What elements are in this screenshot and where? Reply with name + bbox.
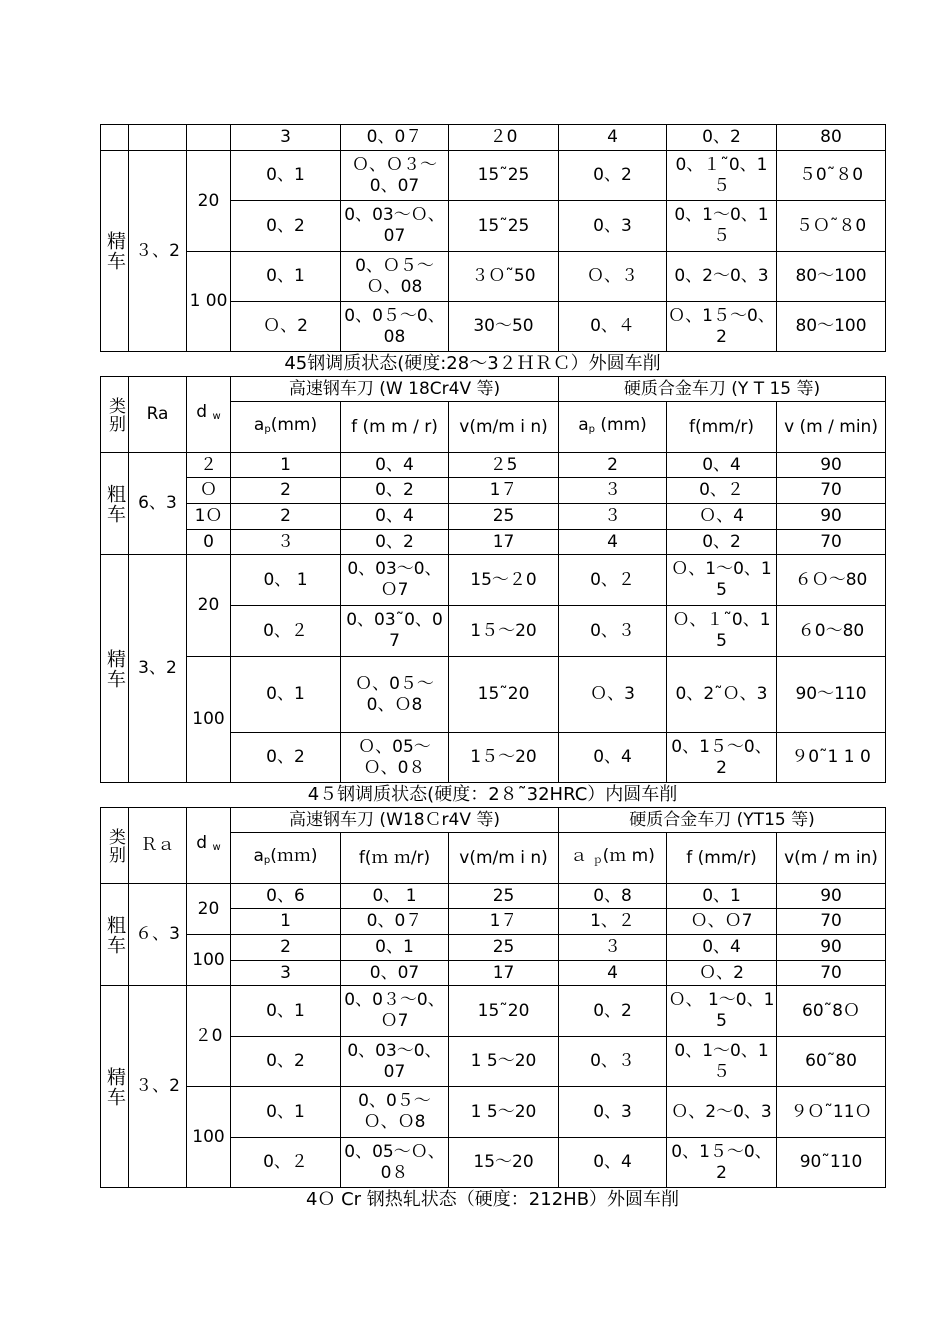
cell: 15˜20 — [449, 986, 559, 1037]
header-ap: $a_p(mm)$ — [231, 833, 341, 884]
cell: Ｏ、3 — [559, 657, 667, 733]
cell: 80 — [777, 125, 886, 151]
cell: 0、4 — [559, 733, 667, 783]
document-sheet — [100, 124, 885, 1212]
cell: 80～100 — [777, 252, 886, 302]
cell: 0、03～0、07 — [341, 1037, 449, 1087]
table-row — [101, 1087, 886, 1138]
cell: 3 — [231, 125, 341, 151]
cell: 0、2 — [341, 530, 449, 555]
cell: 4 — [559, 961, 667, 986]
cell: 1 5～20 — [449, 1087, 559, 1138]
cell: ５Ｏ˜８0 — [777, 201, 886, 252]
cell: ３ — [559, 478, 667, 504]
cell: 0、07 — [341, 961, 449, 986]
cell: ３ — [231, 530, 341, 555]
table-row — [101, 151, 886, 201]
table-row — [101, 504, 886, 530]
header-carbide-tool: 硬质合金车刀 (Y T 15 等) — [559, 377, 886, 402]
cell: 0、２ — [231, 606, 341, 657]
dw-value: 0 — [187, 530, 231, 555]
cell: 90～110 — [777, 657, 886, 733]
cell: 0、1 — [341, 935, 449, 961]
table-row — [101, 530, 886, 555]
cell: 0、2 — [559, 151, 667, 201]
category-fine: 精车 — [101, 986, 129, 1188]
cell: 70 — [777, 530, 886, 555]
cell: 4 — [559, 125, 667, 151]
cell: Ｏ、１˜0、15 — [667, 606, 777, 657]
cell: ９Ｏ˜11Ｏ — [777, 1087, 886, 1138]
cell: 0、2 — [341, 478, 449, 504]
cell: 1７ — [449, 909, 559, 935]
dw-value: ２ — [187, 453, 231, 478]
cell: 0、4 — [667, 935, 777, 961]
dw-value: ２0 — [187, 986, 231, 1087]
header-carbide-tool: 硬质合金车刀 (YT15 等) — [559, 808, 886, 833]
cell: 0、05～Ｏ、0８ — [341, 1138, 449, 1188]
cell: 4 — [559, 530, 667, 555]
cell: 70 — [777, 961, 886, 986]
table-45-steel-inner — [100, 807, 886, 1188]
cell: 15˜25 — [449, 151, 559, 201]
cell: 15˜25 — [449, 201, 559, 252]
table-row — [101, 252, 886, 302]
cell: 0、1 — [231, 986, 341, 1037]
cell: ３ — [559, 504, 667, 530]
cell: 60˜8Ｏ — [777, 986, 886, 1037]
dw-value: 1 00 — [187, 252, 231, 352]
header-ap: $a_p(mm)$ — [231, 402, 341, 453]
cell: Ｏ、Ｏ7 — [667, 909, 777, 935]
cell: 0、２ — [559, 555, 667, 606]
cell: Ｏ、2 — [231, 302, 341, 352]
cell: 0、4 — [341, 453, 449, 478]
header-v: v(m / m in) — [777, 833, 886, 884]
cell: 0、Ｏ５～Ｏ、08 — [341, 252, 449, 302]
cell: Ｏ、1～0、15 — [667, 555, 777, 606]
cell: Ｏ、1５～0、2 — [667, 302, 777, 352]
cell: 1５～20 — [449, 733, 559, 783]
header-ap: $a_p$ (mm) — [559, 402, 667, 453]
cell: 0、3 — [559, 1087, 667, 1138]
cell: Ｏ、Ｏ３～0、07 — [341, 151, 449, 201]
cell: 0、４ — [559, 302, 667, 352]
cell: 70 — [777, 909, 886, 935]
cell: 1 — [231, 453, 341, 478]
table-45-steel-outer — [100, 376, 886, 783]
ra-value: 6、3 — [129, 453, 187, 555]
table-row — [101, 884, 886, 909]
ra-value: ６、3 — [129, 884, 187, 986]
header-dw: d $_w$ — [187, 808, 231, 884]
table-caption: 45钢调质状态(硬度:28～3２ＨＲＣ）外圆车削 — [284, 353, 661, 374]
cell: 0、3 — [559, 201, 667, 252]
cell: 30～50 — [449, 302, 559, 352]
cell: 0、2 — [231, 733, 341, 783]
cell: Ｏ、4 — [667, 504, 777, 530]
cell: 0、２ — [667, 478, 777, 504]
cell: ５0˜８0 — [777, 151, 886, 201]
cell: 0、2 — [667, 530, 777, 555]
header-hss-tool: 高速钢车刀 (W 18Cr4V 等) — [231, 377, 559, 402]
cell: 0、03˜0、07 — [341, 606, 449, 657]
cell: 15˜20 — [449, 657, 559, 733]
cell: 1７ — [449, 478, 559, 504]
cell: 0、2 — [231, 201, 341, 252]
cell: 0、1 — [231, 252, 341, 302]
table-row — [101, 555, 886, 606]
table-row — [101, 125, 886, 151]
cell: 0、1 — [231, 151, 341, 201]
cell: ６Ｏ～80 — [777, 555, 886, 606]
cell: 1、２ — [559, 909, 667, 935]
cell: 90 — [777, 884, 886, 909]
table-caption: 4Ｏ Cr 钢热轧状态（硬度：212HB）外圆车削 — [305, 1189, 680, 1210]
cell: 15～20 — [449, 1138, 559, 1188]
header-f: f(ｍ ｍ/r) — [341, 833, 449, 884]
header-v: v (m / min) — [777, 402, 886, 453]
cell: 0、2 — [231, 1037, 341, 1087]
cell: 0、1５～0、2 — [667, 1138, 777, 1188]
cell: 0、1 — [667, 884, 777, 909]
cell: ２5 — [449, 453, 559, 478]
cell: 0、1～0、1５ — [667, 1037, 777, 1087]
category-fine: 精车 — [101, 151, 129, 352]
category-fine: 精车 — [101, 555, 129, 783]
cell: 0、4 — [341, 504, 449, 530]
cell: Ｏ、３ — [559, 252, 667, 302]
table-row — [101, 935, 886, 961]
header-f: f(mm/r) — [667, 402, 777, 453]
cell: 90 — [777, 453, 886, 478]
cell: 2 — [231, 504, 341, 530]
cell: 0、1 — [231, 1087, 341, 1138]
ra-value: ３、2 — [129, 151, 187, 352]
cell: 0、３ — [559, 1037, 667, 1087]
cell: 90˜110 — [777, 1138, 886, 1188]
cell: 90 — [777, 935, 886, 961]
cell: 2 — [559, 453, 667, 478]
table-row — [101, 453, 886, 478]
cell: 0、 1 — [341, 884, 449, 909]
cell: 0、３ — [559, 606, 667, 657]
ra-value: 3、2 — [129, 555, 187, 783]
ra-value: ３、2 — [129, 986, 187, 1188]
table-header-row — [101, 808, 886, 833]
cell: 0、 1 — [231, 555, 341, 606]
cell: Ｏ、2～0、3 — [667, 1087, 777, 1138]
header-type: 类别 — [101, 808, 129, 884]
cell: 0、2 — [667, 125, 777, 151]
cell: 90 — [777, 504, 886, 530]
header-v: v(m/m i n) — [449, 402, 559, 453]
cell: 25 — [449, 884, 559, 909]
cell: 1５～20 — [449, 606, 559, 657]
table-caption: 4５钢调质状态(硬度：2８˜32HRC）内圆车削 — [307, 784, 678, 805]
cell: 0、2 — [559, 986, 667, 1037]
cell: 25 — [449, 504, 559, 530]
cell: 17 — [449, 961, 559, 986]
cell: 0、0３～0、Ｏ7 — [341, 986, 449, 1037]
cell: 0、2～0、3 — [667, 252, 777, 302]
header-dw: d $_w$ — [187, 377, 231, 453]
header-ap: ａ $_p$(ｍ m) — [559, 833, 667, 884]
cell: 25 — [449, 935, 559, 961]
cell: 17 — [449, 530, 559, 555]
cell: ３ — [559, 935, 667, 961]
dw-value: 20 — [187, 884, 231, 935]
dw-value: 100 — [187, 935, 231, 986]
cell: 0、２ — [231, 1138, 341, 1188]
cell: 0、2˜Ｏ、3 — [667, 657, 777, 733]
cell: 80～100 — [777, 302, 886, 352]
header-hss-tool: 高速钢车刀 (W18Ｃr4V 等) — [231, 808, 559, 833]
table-row — [101, 657, 886, 733]
cell: ９0˜1 1 0 — [777, 733, 886, 783]
cell: 0、1５～0、2 — [667, 733, 777, 783]
dw-value: 1Ｏ — [187, 504, 231, 530]
table-continuation — [100, 124, 886, 352]
table-header-row — [101, 377, 886, 402]
cell: 0、１˜0、1５ — [667, 151, 777, 201]
dw-value: 100 — [187, 657, 231, 783]
header-f: f (m m / r) — [341, 402, 449, 453]
cell: 1 5～20 — [449, 1037, 559, 1087]
cell: 0、1～0、1５ — [667, 201, 777, 252]
cell: 60˜80 — [777, 1037, 886, 1087]
cell: 0、8 — [559, 884, 667, 909]
table-row — [101, 986, 886, 1037]
category-rough: 粗车 — [101, 884, 129, 986]
cell: 0、6 — [231, 884, 341, 909]
cell: 3 — [231, 961, 341, 986]
cell: 70 — [777, 478, 886, 504]
cell: 0、4 — [559, 1138, 667, 1188]
table-row — [101, 478, 886, 504]
category-rough: 粗车 — [101, 453, 129, 555]
cell: 0、03～0、Ｏ7 — [341, 555, 449, 606]
cell: 15～２0 — [449, 555, 559, 606]
cell: 0、0７ — [341, 909, 449, 935]
dw-value: 20 — [187, 151, 231, 252]
dw-value: Ｏ — [187, 478, 231, 504]
cell: ３Ｏ˜50 — [449, 252, 559, 302]
cell: 0、0５～Ｏ、Ｏ8 — [341, 1087, 449, 1138]
dw-value: 100 — [187, 1087, 231, 1188]
cell: 1 — [231, 909, 341, 935]
header-ra: Ｒａ — [129, 808, 187, 884]
cell: 2 — [231, 478, 341, 504]
cell: Ｏ、 1～0、15 — [667, 986, 777, 1037]
cell: Ｏ、2 — [667, 961, 777, 986]
cell: 0、0５～0、08 — [341, 302, 449, 352]
cell: 0、4 — [667, 453, 777, 478]
header-f: f (mm/r) — [667, 833, 777, 884]
cell: 0、0７ — [341, 125, 449, 151]
header-type: 类别 — [101, 377, 129, 453]
dw-value: 20 — [187, 555, 231, 657]
header-v: v(m/m i n) — [449, 833, 559, 884]
header-ra: Ra — [129, 377, 187, 453]
cell: ２0 — [449, 125, 559, 151]
cell: 2 — [231, 935, 341, 961]
cell: ６0～80 — [777, 606, 886, 657]
cell: 0、03～Ｏ、07 — [341, 201, 449, 252]
cell: 0、1 — [231, 657, 341, 733]
cell: Ｏ、0５～0、Ｏ8 — [341, 657, 449, 733]
cell: Ｏ、05～Ｏ、0８ — [341, 733, 449, 783]
